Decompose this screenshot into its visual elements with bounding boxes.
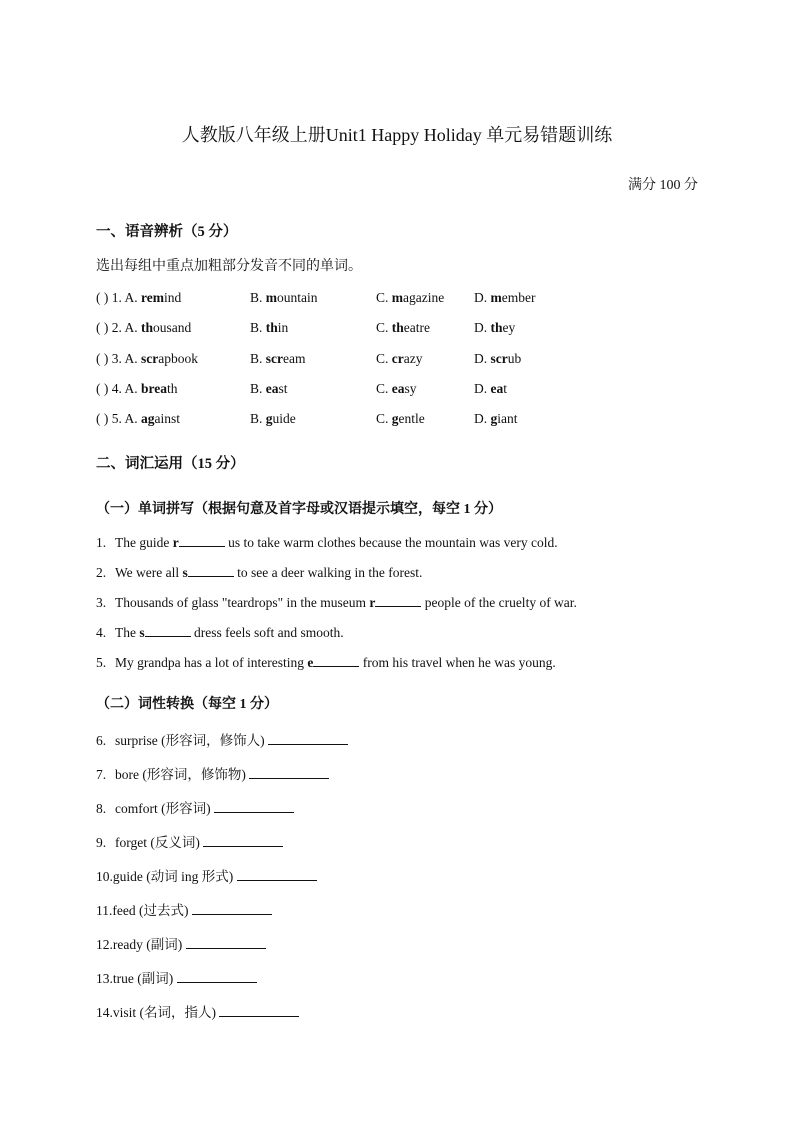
question-text: bore (形容词，修饰物): [115, 767, 246, 782]
question-text: to see a deer walking in the forest.: [233, 565, 423, 580]
option-letter: D.: [474, 380, 491, 396]
full-mark: 满分 100 分: [628, 178, 698, 193]
bold-part: th: [391, 320, 404, 336]
section1-heading: 一、语音辨析（5 分）: [96, 224, 238, 240]
phonetics-option-a: [96, 351, 198, 367]
first-letter: s: [139, 625, 145, 640]
option-letter: D.: [474, 350, 491, 366]
bold-part: ea: [265, 380, 279, 396]
question-text: We were all: [115, 565, 183, 580]
word-rest: sy: [404, 380, 417, 396]
word-rest: in: [277, 320, 289, 336]
first-letter: r: [369, 595, 376, 610]
bold-part: g: [391, 411, 399, 427]
question-number: 2.: [96, 565, 107, 580]
question-number: 3.: [96, 595, 107, 610]
phonetics-option-a: [96, 381, 178, 397]
phonetics-option-c: [376, 351, 422, 367]
answer-blank[interactable]: [268, 732, 348, 745]
answer-blank[interactable]: [203, 834, 283, 847]
phonetics-option-b: [250, 290, 318, 306]
phonetics-option-d: [474, 290, 535, 306]
phonetics-option-c: [376, 411, 425, 427]
word-rest: agazine: [403, 290, 445, 305]
answer-blank[interactable]: [192, 902, 272, 915]
bold-part: g: [490, 411, 498, 427]
bold-part: th: [141, 320, 154, 336]
question-text: guide (动词 ing 形式): [112, 869, 234, 884]
first-letter: e: [307, 655, 314, 670]
question-text: Thousands of glass "teardrops" in the museum: [115, 595, 370, 610]
bold-part: m: [490, 290, 502, 305]
question-text: from his travel when he was young.: [359, 655, 556, 670]
section1-instruction: 选出每组中重点加粗部分发音不同的单词。: [96, 259, 362, 274]
question-text: ready (副词): [112, 937, 183, 952]
question-text: people of the cruelty of war.: [421, 595, 577, 610]
phonetics-option-c: [376, 290, 444, 306]
conversion-question: [96, 831, 283, 851]
answer-blank[interactable]: [145, 624, 191, 637]
word-rest: ountain: [277, 290, 318, 305]
bold-part: scr: [141, 350, 159, 366]
phonetics-option-b: [250, 381, 288, 397]
answer-blank[interactable]: [186, 936, 266, 949]
bold-part: scr: [265, 350, 284, 366]
part2-heading: （二）词性转换（每空 1 分）: [96, 697, 278, 712]
question-number: 4.: [96, 625, 107, 640]
question-text: feed (过去式): [112, 903, 189, 918]
phonetics-option-d: [474, 351, 521, 367]
spelling-question: [96, 594, 577, 611]
answer-blank[interactable]: [177, 970, 257, 983]
word-rest: iant: [497, 411, 518, 427]
question-text: forget (反义词): [115, 835, 200, 850]
question-number: 1.: [96, 535, 107, 550]
question-number: 6.: [96, 733, 107, 748]
bold-part: m: [265, 290, 278, 305]
spelling-question: [96, 654, 556, 671]
option-letter: D.: [474, 411, 491, 427]
word-rest: th: [167, 380, 178, 396]
question-prefix: ( ) 1. A.: [96, 290, 141, 305]
question-prefix: ( ) 5. A.: [96, 411, 141, 427]
answer-blank[interactable]: [188, 564, 234, 577]
answer-blank[interactable]: [375, 594, 421, 607]
option-letter: C.: [376, 411, 392, 427]
phonetics-option-b: [250, 320, 288, 336]
option-letter: B.: [250, 290, 266, 305]
question-text: The: [115, 625, 140, 640]
question-text: The guide: [115, 535, 173, 550]
answer-blank[interactable]: [249, 766, 329, 779]
question-number: 14.: [96, 1005, 113, 1020]
spelling-question: [96, 564, 422, 581]
spelling-question: [96, 534, 558, 551]
bold-part: ea: [490, 380, 504, 396]
question-text: surprise (形容词，修饰人): [115, 733, 265, 748]
conversion-question: [96, 933, 266, 953]
question-prefix: ( ) 4. A.: [96, 380, 141, 396]
phonetics-option-d: [474, 381, 507, 397]
question-number: 7.: [96, 767, 107, 782]
question-number: 11.: [96, 903, 113, 918]
bold-part: ea: [391, 380, 405, 396]
bold-part: m: [391, 290, 404, 305]
question-text: us to take warm clothes because the mountain was very cold.: [224, 535, 558, 550]
answer-blank[interactable]: [179, 534, 225, 547]
bold-part: th: [490, 320, 503, 336]
word-rest: ey: [502, 320, 516, 336]
word-rest: uide: [272, 411, 296, 427]
word-rest: st: [278, 380, 288, 396]
question-number: 12.: [96, 937, 113, 952]
phonetics-option-b: [250, 351, 306, 367]
question-text: dress feels soft and smooth.: [190, 625, 344, 640]
word-rest: azy: [403, 350, 423, 366]
question-text: comfort (形容词): [115, 801, 211, 816]
phonetics-option-a: [96, 411, 180, 427]
question-text: true (副词): [112, 971, 174, 986]
word-rest: ub: [507, 350, 522, 366]
phonetics-option-a: [96, 320, 191, 336]
part1-heading: （一）单词拼写（根据句意及首字母或汉语提示填空，每空 1 分）: [96, 502, 502, 517]
question-number: 10.: [96, 869, 113, 884]
question-number: 9.: [96, 835, 107, 850]
word-rest: apbook: [158, 350, 198, 366]
answer-blank[interactable]: [214, 800, 294, 813]
word-rest: eatre: [403, 320, 431, 336]
bold-part: cr: [391, 350, 404, 366]
conversion-question: [96, 899, 272, 919]
option-letter: B.: [250, 411, 266, 427]
conversion-question: [96, 1001, 299, 1021]
option-letter: D.: [474, 320, 491, 336]
word-rest: ousand: [153, 320, 192, 336]
first-letter: r: [172, 535, 179, 550]
answer-blank[interactable]: [313, 654, 359, 667]
word-rest: eam: [283, 350, 306, 366]
question-prefix: ( ) 2. A.: [96, 320, 141, 336]
answer-blank[interactable]: [219, 1004, 299, 1017]
conversion-question: [96, 763, 329, 783]
question-number: 13.: [96, 971, 113, 986]
word-rest: t: [503, 380, 508, 396]
word-rest: entle: [398, 411, 425, 427]
phonetics-option-d: [474, 320, 515, 336]
option-letter: C.: [376, 320, 392, 336]
phonetics-option-c: [376, 320, 430, 336]
word-rest: ember: [501, 290, 536, 305]
question-number: 5.: [96, 655, 107, 670]
word-rest: ainst: [154, 411, 180, 427]
first-letter: s: [182, 565, 188, 580]
section2-heading: 二、词汇运用（15 分）: [96, 456, 245, 472]
phonetics-option-d: [474, 411, 518, 427]
bold-part: rem: [141, 290, 164, 305]
phonetics-option-b: [250, 411, 296, 427]
bold-part: ag: [141, 411, 155, 427]
bold-part: g: [265, 411, 273, 427]
option-letter: C.: [376, 290, 392, 305]
page-title: 人教版八年级上册Unit1 Happy Holiday 单元易错题训练: [181, 125, 613, 145]
option-letter: C.: [376, 350, 392, 366]
conversion-question: [96, 967, 257, 987]
option-letter: B.: [250, 320, 266, 336]
option-letter: D.: [474, 290, 491, 305]
conversion-question: [96, 729, 348, 749]
word-rest: ind: [164, 290, 182, 305]
phonetics-option-c: [376, 381, 417, 397]
question-number: 8.: [96, 801, 107, 816]
option-letter: C.: [376, 380, 392, 396]
answer-blank[interactable]: [237, 868, 317, 881]
bold-part: scr: [490, 350, 508, 366]
spelling-question: [96, 624, 344, 641]
question-text: My grandpa has a lot of interesting: [115, 655, 308, 670]
phonetics-option-a: [96, 290, 181, 306]
bold-part: brea: [141, 380, 167, 396]
conversion-question: [96, 865, 317, 885]
question-prefix: ( ) 3. A.: [96, 350, 141, 366]
conversion-question: [96, 797, 294, 817]
option-letter: B.: [250, 350, 266, 366]
question-text: visit (名词，指人): [112, 1005, 216, 1020]
bold-part: th: [265, 320, 278, 336]
option-letter: B.: [250, 380, 266, 396]
